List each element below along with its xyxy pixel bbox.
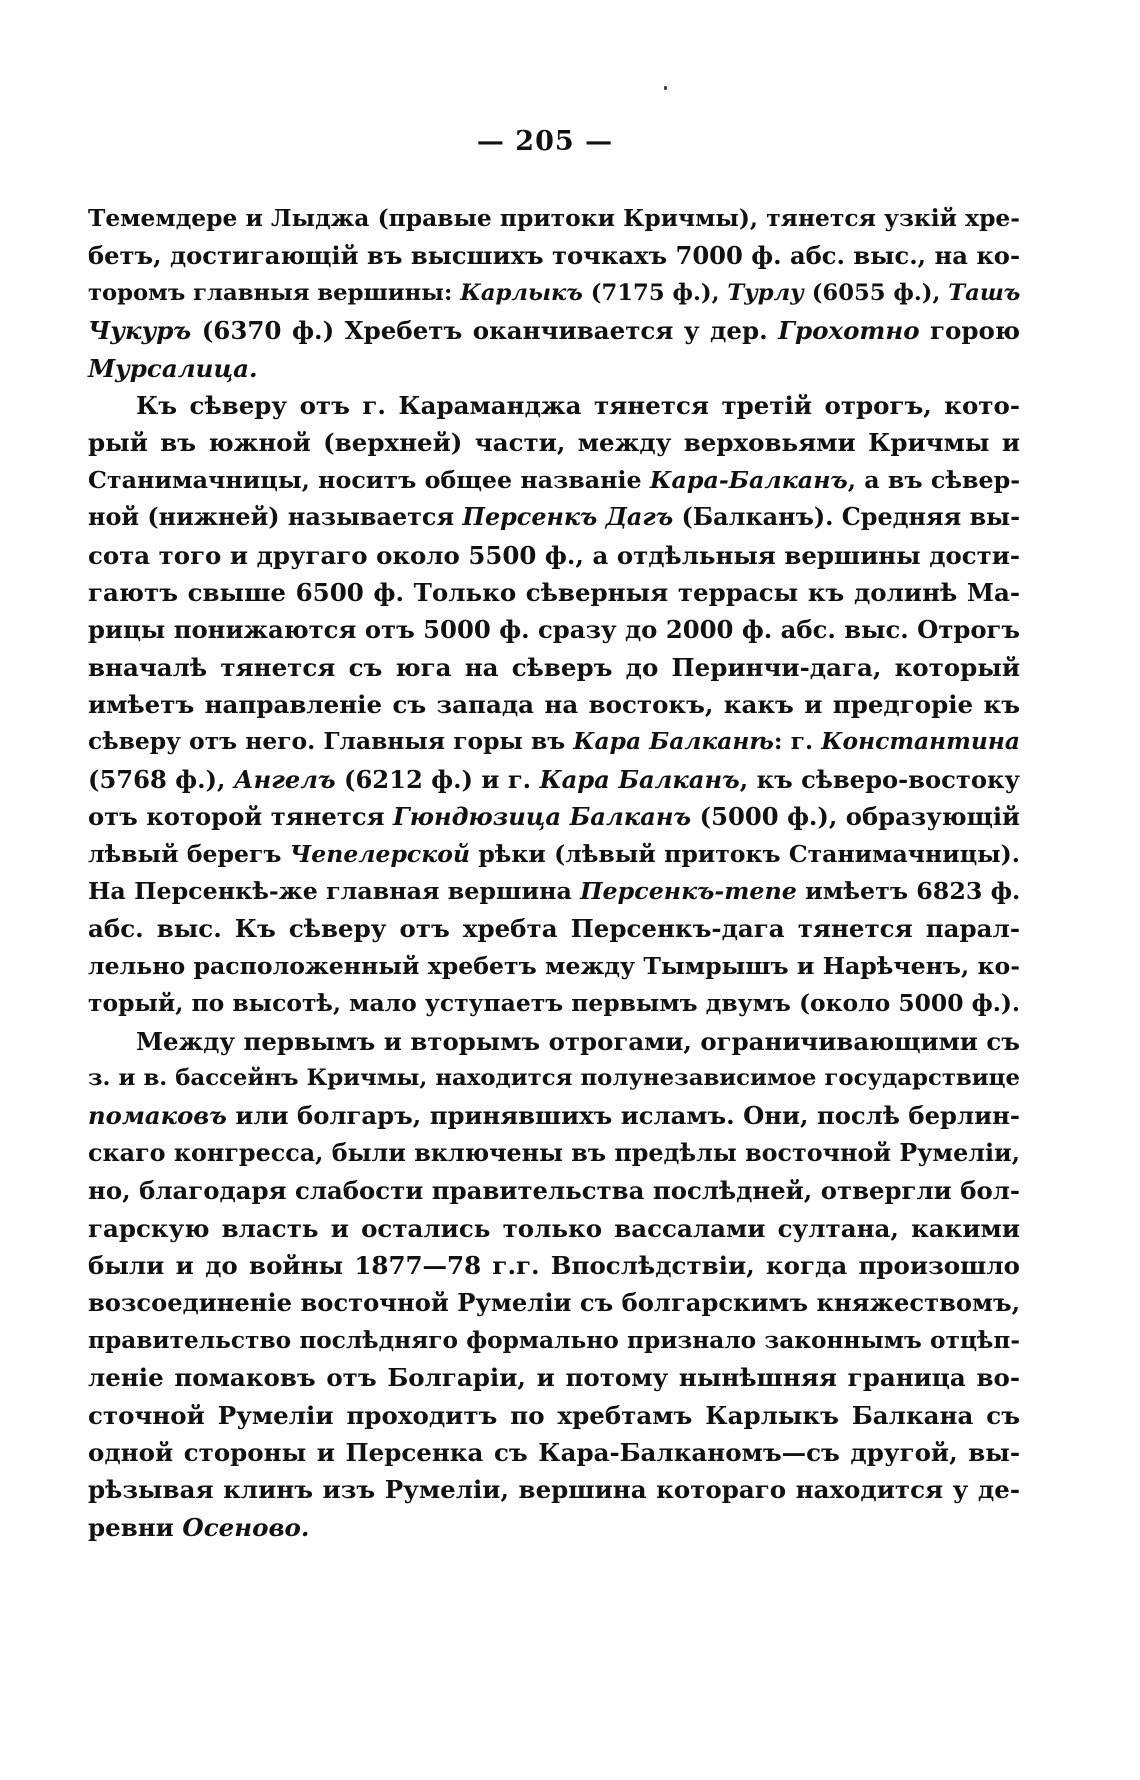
text-line <box>88 462 1020 499</box>
text-segment: торый, по высотѣ, мало уступаетъ первымъ двумъ (около 5000 ф.). <box>88 989 1021 1018</box>
italic-term: Персенкъ-тепе <box>580 877 797 906</box>
page-number: — 205 — <box>476 126 614 157</box>
text-line <box>88 910 1020 947</box>
text-line <box>88 985 1020 1022</box>
text-segment: сточной Румеліи проходитъ по хребтамъ Карлыкъ Балкана съ <box>88 1400 1020 1430</box>
text-segment: Между первымъ и вторымъ отрогами, ограничивающими съ <box>136 1026 1020 1056</box>
text-segment: торомъ главныя вершины: <box>88 279 461 306</box>
italic-term: Чукуръ <box>88 316 192 346</box>
text-segment: рѣки (лѣвый притокъ Станимачницы). <box>470 839 1020 868</box>
text-segment: одной стороны и Персенка съ Кара-Балканомъ—съ другой, вы- <box>88 1437 1020 1467</box>
italic-term: Кара-Балканъ <box>649 465 848 494</box>
italic-term: Константина <box>821 727 1020 756</box>
text-segment: , къ сѣверо-востоку <box>739 764 1020 794</box>
text-segment: имѣетъ направленіе съ запада на востокъ, какъ и предгоріе къ <box>88 690 1020 720</box>
text-line <box>88 1060 1020 1097</box>
text-line <box>88 1434 1020 1471</box>
text-segment: имѣетъ 6823 ф. <box>796 877 1021 906</box>
text-segment: лѣвый берегъ <box>88 839 290 868</box>
italic-term: Осеново. <box>182 1512 310 1542</box>
text-segment: з. и в. бассейнъ Кричмы, находится полунезависимое государствице <box>88 1064 1020 1091</box>
text-segment: рый въ южной (верхней) части, между верховьями Кричмы и <box>88 428 1020 458</box>
text-line <box>88 1097 1020 1134</box>
italic-term: Персенкъ Дагъ <box>462 503 674 532</box>
text-segment: вначалѣ тянется съ юга на сѣверъ до Перинчи-дага, который <box>88 652 1020 682</box>
paragraph <box>88 387 1020 1023</box>
text-line <box>88 761 1020 798</box>
text-segment: (6370 ф.) Хребетъ оканчивается у дер. <box>191 316 779 346</box>
text-segment: : г. <box>773 727 822 756</box>
text-segment: , а въ сѣвер- <box>847 465 1021 494</box>
scan-speck <box>664 86 667 90</box>
text-segment: возсоединеніе восточной Румеліи съ болгарскимъ княжествомъ, <box>88 1288 1020 1318</box>
text-segment: отъ которой тянется <box>88 802 394 832</box>
text-segment: ной (нижней) называется <box>88 503 463 532</box>
text-line <box>88 1284 1020 1321</box>
text-segment: (6212 ф.) и г. <box>335 764 540 794</box>
italic-term: Карлыкъ <box>460 279 583 306</box>
text-line <box>88 574 1020 611</box>
text-line <box>88 873 1020 910</box>
text-line <box>88 499 1020 536</box>
text-line <box>88 1023 1020 1060</box>
text-segment: гарскую власть и остались только вассалами султана, какими <box>88 1213 1020 1243</box>
text-line <box>88 537 1020 574</box>
text-line <box>88 723 1020 760</box>
text-line <box>88 1397 1020 1434</box>
text-segment: скаго конгресса, были включены въ предѣлы восточной Румеліи, <box>88 1138 1020 1167</box>
text-line <box>88 424 1020 461</box>
text-segment: леніе помаковъ отъ Болгаріи, и потому нынѣшняя граница во- <box>88 1363 1020 1393</box>
text-line <box>88 1210 1020 1247</box>
text-segment: (5768 ф.), <box>88 764 234 794</box>
italic-term: Мурсалица. <box>88 353 258 383</box>
text-line <box>88 1359 1020 1396</box>
text-segment: (5000 ф.), образующій <box>691 802 1020 832</box>
text-segment: гаютъ свыше 6500 ф. Только сѣверныя террасы къ долинѣ Ма- <box>88 577 1020 607</box>
text-segment: или болгаръ, принявшихъ исламъ. Они, послѣ берлин- <box>226 1101 1020 1131</box>
text-line <box>88 649 1020 686</box>
text-segment: абс. выс. Къ сѣверу отъ хребта Персенкъ-дага тянется парал- <box>88 914 1020 944</box>
text-line <box>88 275 1020 312</box>
text-line <box>88 798 1020 835</box>
text-segment: Къ сѣверу отъ г. Караманджа тянется третій отрогъ, кото- <box>136 390 1020 420</box>
text-line <box>88 836 1020 873</box>
text-segment: горою <box>919 316 1020 346</box>
text-line <box>88 611 1020 648</box>
italic-term: Чепелерской <box>289 839 470 868</box>
text-segment: рѣзывая клинъ изъ Румеліи, вершина котораго находится у де- <box>88 1475 1020 1505</box>
italic-term: Гюндюзица Балканъ <box>393 802 692 832</box>
text-line <box>88 948 1020 985</box>
text-segment: бетъ, достигающій въ высшихъ точкахъ 7000 ф. абс. выс., на ко- <box>88 241 1020 271</box>
text-segment: На Персенкѣ-же главная вершина <box>88 877 581 906</box>
text-line <box>88 1322 1020 1359</box>
italic-term: Грохотно <box>778 316 920 346</box>
text-segment: ревни <box>88 1512 183 1542</box>
italic-term: Кара Балканъ <box>539 764 740 794</box>
text-line <box>88 237 1020 274</box>
paragraph <box>88 200 1020 387</box>
text-line <box>88 1471 1020 1508</box>
text-segment: лельно расположенный хребетъ между Тымрышъ и Нарѣченъ, ко- <box>88 951 1020 980</box>
text-segment: Темемдере и Лыджа (правые притоки Кричмы), тянется узкій хре- <box>88 204 1020 232</box>
italic-term: Ташъ <box>948 279 1021 306</box>
text-line <box>88 387 1020 424</box>
text-line <box>88 1135 1020 1172</box>
text-segment: были и до войны 1877—78 г.г. Впослѣдствіи, когда произошло <box>88 1250 1020 1280</box>
italic-term: Турлу <box>727 279 804 306</box>
italic-term: Кара Балканѣ <box>573 727 774 756</box>
text-segment: рицы понижаются отъ 5000 ф. сразу до 2000 ф. абс. выс. Отрогъ <box>88 615 1021 645</box>
text-line <box>88 1172 1020 1209</box>
italic-term: помаковъ <box>88 1101 227 1131</box>
body-text <box>88 200 1020 1546</box>
text-segment: Станимачницы, носитъ общее названіе <box>88 465 650 494</box>
text-segment: (Балканъ). Средняя вы- <box>673 503 1020 532</box>
text-segment: сѣверу отъ него. Главныя горы въ <box>88 727 574 756</box>
text-line <box>88 350 1020 387</box>
text-segment: правительство послѣдняго формально признало законнымъ отцѣп- <box>88 1326 1020 1354</box>
text-segment: (6055 ф.), <box>803 279 949 306</box>
text-line <box>88 200 1020 237</box>
text-line <box>88 686 1020 723</box>
text-line <box>88 312 1020 349</box>
text-line <box>88 1247 1020 1284</box>
text-segment: сота того и другаго около 5500 ф., а отдѣльныя вершины дости- <box>88 540 1020 570</box>
text-segment: (7175 ф.), <box>582 279 728 306</box>
text-line <box>88 1509 1020 1546</box>
italic-term: Ангелъ <box>233 764 336 794</box>
paragraph <box>88 1023 1020 1546</box>
text-segment: но, благодаря слабости правительства послѣдней, отвергли бол- <box>88 1176 1020 1206</box>
